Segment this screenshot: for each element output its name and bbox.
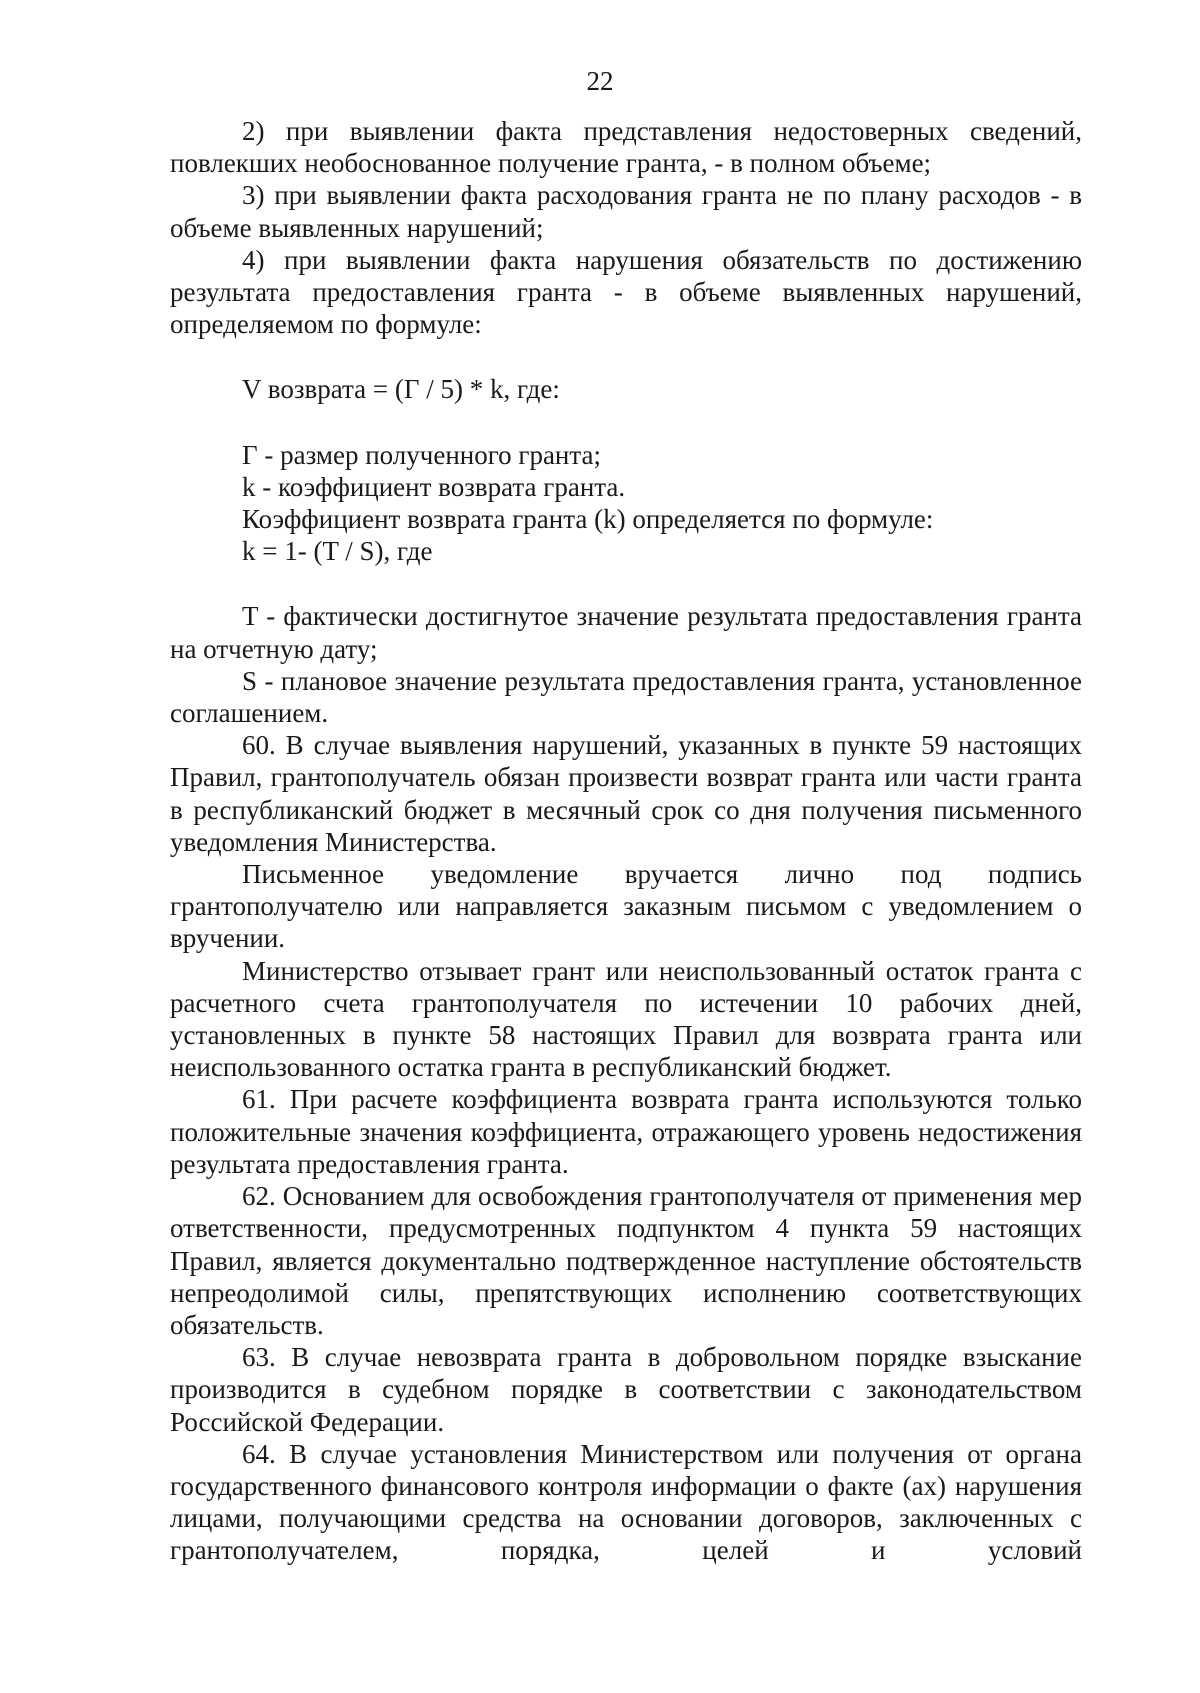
clause-64: 64. В случае установления Министерством или получения от органа государственного финансового контроля информации о факте (ах) нарушения лицами, получающими средства на основании договоров, заключенных с грантополучателем, порядка, целей и условий (170, 1438, 1082, 1566)
page-number: 22 (586, 66, 614, 96)
clause-2: 2) при выявлении факта представления недостоверных сведений, повлекших необоснованное получение гранта, - в полном объеме; (170, 116, 1082, 179)
clause-60: 60. В случае выявления нарушений, указанных в пункте 59 настоящих Правил, грантополучатель обязан произвести возврат гранта или части гранта в республиканский бюджет в месячный срок со дня получения письменного уведомления Министерства. (170, 730, 1082, 857)
clause-63: 63. В случае невозврата гранта в добровольном порядке взыскание производится в судебном порядке в соответствии с законодательством Российской Федерации. (170, 1342, 1082, 1437)
clause-3: 3) при выявлении факта расходования гранта не по плану расходов - в объеме выявленных нарушений; (170, 180, 1082, 243)
definition-refund-coefficient: k - коэффициент возврата гранта. (242, 471, 626, 502)
clause-62: 62. Основанием для освобождения грантополучателя от применения мер ответственности, предусмотренных подпунктом 4 пункта 59 настоящих Правил, является документально подтвержденное наступление обстоятельств непреодолимой силы, препятствующих исполнению соответствующих обязательств. (170, 1181, 1082, 1340)
formula-coefficient: k = 1- (T / S), где (242, 536, 433, 567)
clause-61: 61. При расчете коэффициента возврата гранта используются только положительные значения коэффициента, отражающего уровень недостижения результата предоставления гранта. (170, 1084, 1082, 1179)
clause-60-notice: Письменное уведомление вручается лично под подпись грантополучателю или направляется заказным письмом с уведомлением о вручении. (170, 859, 1082, 954)
formula-refund-volume: V возврата = (Г / 5) * k, где: (242, 374, 560, 405)
definition-actual-value: T - фактически достигнутое значение результата предоставления гранта на отчетную дату; (170, 601, 1082, 664)
clause-4: 4) при выявлении факта нарушения обязательств по достижению результата предоставления гранта - в объеме выявленных нарушений, определяемом по формуле: (170, 244, 1082, 340)
definition-grant-size: Г - размер полученного гранта; (242, 439, 601, 470)
document-body (170, 115, 1082, 1567)
definition-planned-value: S - плановое значение результата предоставления гранта, установленное соглашением. (170, 665, 1082, 729)
clause-60-recall: Министерство отзывает грант или неиспользованный остаток гранта с расчетного счета грантополучателя по истечении 10 рабочих дней, установленных в пункте 58 настоящих Правил для возврата гранта или неиспользованного остатка гранта в республиканский бюджет. (170, 955, 1082, 1083)
coefficient-intro: Коэффициент возврата гранта (k) определяется по формуле: (242, 504, 934, 535)
